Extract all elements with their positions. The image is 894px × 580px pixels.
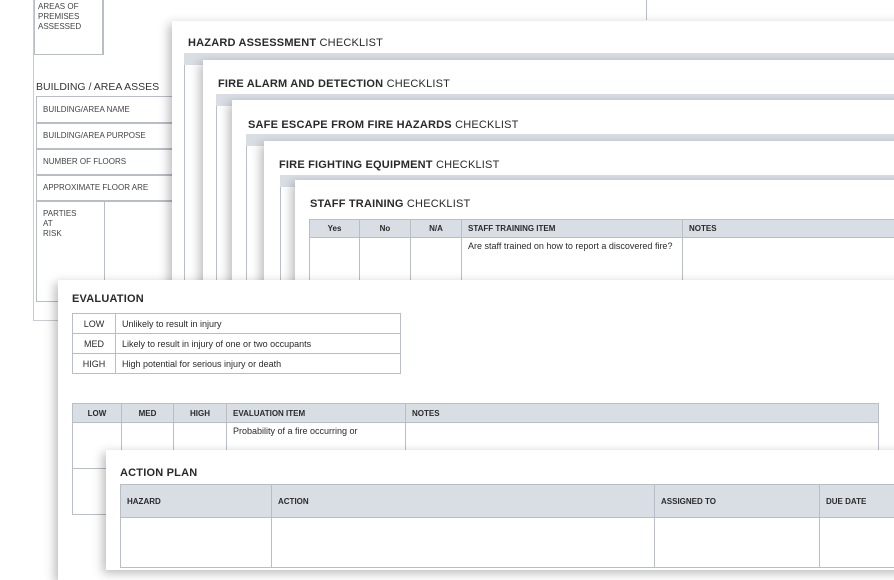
- check-cell[interactable]: [360, 238, 411, 282]
- staff-training-sheet-title: STAFF TRAINING CHECKLIST: [310, 198, 470, 210]
- action-plan-title: ACTION PLAN: [120, 467, 197, 479]
- legend-desc: Likely to result in injury of one or two occupants: [116, 334, 401, 354]
- building-row: PARTIES AT RISK: [36, 200, 188, 302]
- col-eval-notes: NOTES: [406, 404, 879, 423]
- legend-row: [73, 314, 401, 334]
- col-low: LOW: [73, 404, 122, 423]
- legend-level: MED: [73, 334, 116, 354]
- col-high: HIGH: [174, 404, 227, 423]
- areas-assessed-box: [34, 0, 104, 55]
- col-assigned-to: ASSIGNED TO: [655, 485, 820, 518]
- col-eval-item: EVALUATION ITEM: [227, 404, 406, 423]
- legend-level: HIGH: [73, 354, 116, 374]
- legend-level: LOW: [73, 314, 116, 334]
- col-due-date: DUE DATE: [820, 485, 894, 518]
- legend-desc: High potential for serious injury or death: [116, 354, 401, 374]
- evaluation-item: Probability of a fire occurring or: [227, 423, 406, 469]
- check-cell[interactable]: [310, 238, 360, 282]
- due-date-cell[interactable]: [820, 518, 894, 568]
- hazard-cell[interactable]: [121, 518, 272, 568]
- legend-desc: Unlikely to result in injury: [116, 314, 401, 334]
- col-action: ACTION: [272, 485, 655, 518]
- legend-row: [73, 354, 401, 374]
- col-no: No: [360, 220, 411, 238]
- col-na: N/A: [411, 220, 462, 238]
- building-section-title: BUILDING / AREA ASSES: [36, 81, 159, 93]
- safe-escape-sheet-title: SAFE ESCAPE FROM FIRE HAZARDS CHECKLIST: [248, 119, 519, 131]
- evaluation-legend: [72, 313, 401, 374]
- col-item: STAFF TRAINING ITEM: [462, 220, 683, 238]
- check-cell[interactable]: [411, 238, 462, 282]
- action-plan-sheet: [106, 450, 894, 570]
- fire-fighting-sheet-title: FIRE FIGHTING EQUIPMENT CHECKLIST: [279, 159, 500, 171]
- col-yes: Yes: [310, 220, 360, 238]
- col-hazard: HAZARD: [121, 485, 272, 518]
- assigned-cell[interactable]: [655, 518, 820, 568]
- building-row: BUILDING/AREA NAME: [36, 96, 188, 124]
- notes-cell[interactable]: [683, 238, 894, 282]
- training-item: Are staff trained on how to report a discovered fire?: [462, 238, 683, 282]
- hazard-sheet-title: HAZARD ASSESSMENT CHECKLIST: [188, 37, 383, 49]
- col-notes: NOTES: [683, 220, 894, 238]
- staff-training-table: [309, 219, 894, 282]
- col-med: MED: [122, 404, 174, 423]
- table-row: [310, 238, 894, 282]
- action-cell[interactable]: [272, 518, 655, 568]
- areas-assessed-label: AREAS OF PREMISES ASSESSED: [35, 0, 91, 34]
- legend-row: [73, 334, 401, 354]
- fire-alarm-sheet-title: FIRE ALARM AND DETECTION CHECKLIST: [218, 78, 450, 90]
- action-plan-table: [120, 484, 894, 568]
- evaluation-title: EVALUATION: [72, 293, 144, 305]
- table-row: [121, 518, 894, 568]
- building-row: BUILDING/AREA PURPOSE: [36, 122, 188, 150]
- building-row: APPROXIMATE FLOOR ARE: [36, 174, 188, 202]
- building-row: NUMBER OF FLOORS: [36, 148, 188, 176]
